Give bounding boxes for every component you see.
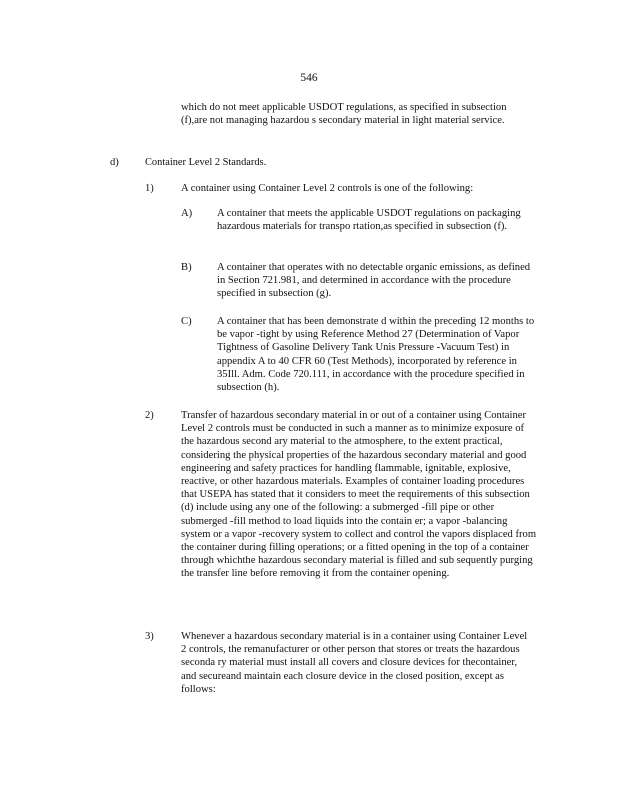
page-number: 546 — [300, 72, 318, 84]
item-1b-label: B) — [181, 262, 192, 273]
item-1a-label: A) — [181, 208, 193, 219]
item-2-text: Transfer of hazardous secondary material in or out of a container using Container Level 2 controls must be conducted in such a manner as to minimize exposure of the hazardous second ary material to the atmosphere, to the extent practical, considering the physical properties of the hazardous secondary material and good engineering and safety practices for handling flammable, ignitable, explosive, reactive, or other hazardous materials. Examples of container loading procedures that USEPA has stated that it considers to meet the requirements of this subsection (d) include using any one of the following: a submerged -fill pipe or other submerged -fill method to load liquids into the contain er; a vapor -balancing system or a vapor -recovery system to collect and control the vapors displaced from the container during filling operations; or a fitted opening in the top of a container through whichthe hazardous secondary material is filled and sub sequently purging the transfer line before removing it from the container opening. — [181, 410, 537, 580]
item-1a-text: A container that meets the applicable USDOT regulations on packaging hazardous materials for transpo rtation,as specified in subsection (f). — [217, 208, 521, 233]
section-d-label: d) — [110, 157, 119, 168]
item-1b-text: A container that operates with no detectable organic emissions, as defined in Section 721.981, and determined in accordance with the procedure specified in subsection (g). — [217, 262, 531, 300]
item-1-label: 1) — [145, 183, 154, 194]
item-1-text: A container using Container Level 2 controls is one of the following: — [181, 183, 474, 194]
section-d-heading: Container Level 2 Standards. — [145, 157, 267, 168]
item-3-text: Whenever a hazardous secondary material is in a container using Container Level 2 controls, the remanufacturer or other person that stores or treats the hazardous seconda ry material must install all covers and closure devices for thecontainer, and secureand maintain each closure device in the closed position, except as follows: — [181, 631, 528, 695]
item-1c-label: C) — [181, 316, 192, 327]
item-2-label: 2) — [145, 410, 154, 421]
item-1c-text: A container that has been demonstrate d within the preceding 12 months to be vapor -tight by using Reference Method 27 (Determination of Vapor Tightness of Gasoline Delivery Tank Unis Pressure -Vacuum Test) in appendix A to 40 CFR 60 (Test Methods), incorporated by reference in 35Ill. Adm. Code 720.111, in accordance with the procedure specified in subsection (h). — [217, 316, 535, 394]
item-3-label: 3) — [145, 631, 154, 642]
intro-paragraph: which do not meet applicable USDOT regulations, as specified in subsection (f),are not managing hazardou s secondary material in light material service. — [181, 102, 507, 127]
